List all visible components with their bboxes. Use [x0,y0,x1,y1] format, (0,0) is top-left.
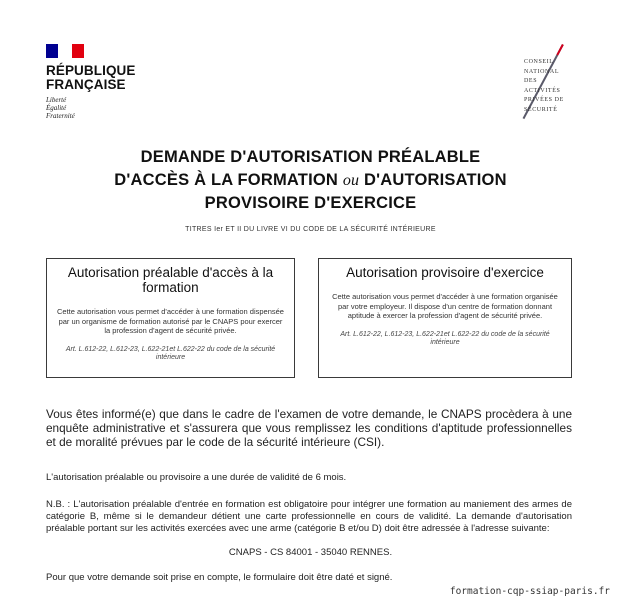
box-description: Cette autorisation vous permet d'accéder à une formation organisée par votre employeur. Il dispose d'un centre de formation donnant aptitude à exercer la profession d'agent de sécurité privée. [332,292,558,320]
document-subtitle: TITRES Ier ET II DU LIVRE VI DU CODE DE LA SÉCURITÉ INTÉRIEURE [185,226,436,233]
validity-paragraph: L'autorisation préalable ou provisoire a une durée de validité de 6 mois. [46,472,347,483]
info-box-autorisation-provisoire [318,258,572,378]
postal-address: CNAPS - CS 84001 - 35040 RENNES. [228,547,393,558]
box-title: Autorisation provisoire d'exercice [346,265,544,280]
republique-francaise-name: RÉPUBLIQUE FRANÇAISE [46,63,136,92]
box-legal-reference: Art. L.612-22, L.612-23, L.622-21et L.622-22 du code de la sécurité intérieure [65,345,276,361]
box-description: Cette autorisation vous permet d'accéder à une formation dispensée par un organisme de formation autorisé par le CNAPS pour exercer la profession d'agent de sécurité privée. [57,307,284,335]
french-flag-icon [46,44,84,58]
cnaps-logo: CONSEIL NATIONAL DES ACTIVITÉS PRIVÉES DE SÉCURITÉ [512,44,574,122]
box-title: Autorisation préalable d'accès à la formation [67,265,274,295]
information-paragraph: Vous êtes informé(e) que dans le cadre de l'examen de votre demande, le CNAPS procèdera à une enquête administrative et s'assurera que vous remplissez les conditions d'aptitude professionnelles et de moralité prévues par le code de la sécurité intérieure (CSI). [46,407,572,449]
document-title: DEMANDE D'AUTORISATION PRÉALABLE D'ACCÈS À LA FORMATION ou D'AUTORISATION PROVISOIRE D'EXERCICE [114,148,507,212]
republique-francaise-logo [46,44,146,120]
signature-instruction: Pour que votre demande soit prise en compte, le formulaire doit être daté et signé. [46,572,393,583]
box-legal-reference: Art. L.612-22, L.612-23, L.622-21et L.622-22 du code de la sécurité intérieure [340,330,550,346]
nb-paragraph: N.B. : L'autorisation préalable d'entrée en formation est obligatoire pour intégrer une formation au maniement des armes de catégorie B, même si le demandeur détient une carte professionnelle en cours de validité. La demande d'autorisation préalable portant sur les activités exercées avec une arme (catégorie B et/ou D) doit être adressée à l'adresse suivante: [46,499,572,534]
watermark: formation-cqp-ssiap-paris.fr [447,585,613,598]
info-box-autorisation-prealable [46,258,295,378]
republic-motto: Liberté Égalité Fraternité [46,96,75,120]
